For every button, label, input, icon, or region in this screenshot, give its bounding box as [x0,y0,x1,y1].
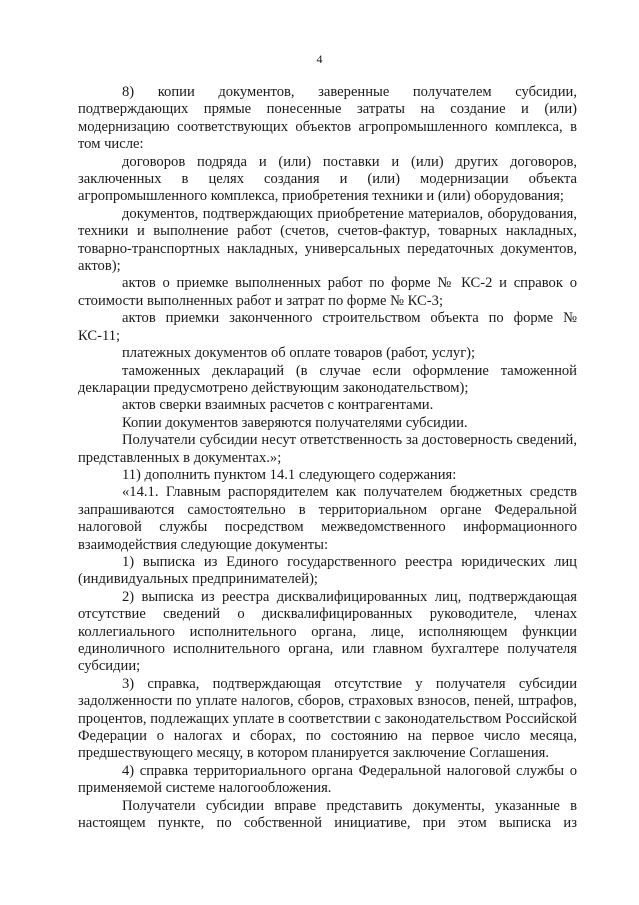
paragraph-item-8: 8) копии документов, заверенные получателем субсидии, подтверждающих прямые понесенные затраты на создание и (или) модернизацию соответствующих объектов агропромышленного комплекса, в том числе: [78,84,577,153]
paragraph-payment-docs: платежных документов об оплате товаров (работ, услуг); [122,345,476,362]
paragraph-contracts: договоров подряда и (или) поставки и (или) других договоров, заключенных в целях создания и (или) модернизации объекта агропромышленного комплекса, приобретения техники и (или) оборудования; [78,153,577,205]
paragraph-customs: таможенных деклараций (в случае если оформление таможенной декларации предусмотрено действующим законодательством); [78,362,577,396]
paragraph-tax-certificate: 3) справка, подтверждающая отсутствие у получателя субсидии задолженности по уплате налогов, сборов, страховых взносов, пеней, штрафов, процентов, подлежащих уплате в соответствии с законодательством Российской Федерации о налогах и сборах, по состоянию на первое число месяца, предшествующего месяцу, в котором планируется заключение Соглашения. [78,675,577,762]
paragraph-egrul: 1) выписка из Единого государственного реестра юридических лиц (индивидуальных предпринимателей); [78,553,577,588]
paragraph-disqualified: 2) выписка из реестра дисквалифицированных лиц, подтверждающая отсутствие сведений о дисквалифицированных руководителе, членах коллегиального исполнительного органа, лице, исполняющем функции единоличного исполнительного органа, или главном бухгалтере получателя субсидии; [78,588,577,675]
document-body [78,84,577,832]
paragraph-ks2-acts: актов о приемке выполненных работ по форме № КС-2 и справок о стоимости выполненных работ и затрат по форме № КС-3; [78,275,577,309]
paragraph-14-1: «14.1. Главным распорядителем как получателем бюджетных средств запрашиваются самостоятельно в территориальном органе Федеральной налоговой службы посредством межведомственного информационного взаимодействия следующие документы: [78,484,577,553]
paragraph-reconciliation: актов сверки взаимных расчетов с контрагентами. [122,397,434,414]
paragraph-documents: документов, подтверждающих приобретение материалов, оборудования, техники и выполнение работ (счетов, счетов-фактур, товарных накладных, товарно-транспортных накладных, универсальных передаточных документов, актов); [78,205,577,275]
paragraph-certification: Копии документов заверяются получателями субсидии. [122,414,468,431]
paragraph-ks11-acts: актов приемки законченного строительством объекта по форме № КС-11; [78,310,577,344]
paragraph-responsibility: Получатели субсидии несут ответственность за достоверность сведений, представленных в документах.»; [78,432,577,466]
paragraph-item-11: 11) дополнить пунктом 14.1 следующего содержания: [122,466,457,483]
page-number: 4 [316,52,323,66]
paragraph-tax-system: 4) справка территориального органа Федеральной налоговой службы о применяемой системе налогообложения. [78,762,577,797]
paragraph-own-initiative: Получатели субсидии вправе представить документы, указанные в настоящем пункте, по собственной инициативе, при этом выписка из [78,797,577,832]
